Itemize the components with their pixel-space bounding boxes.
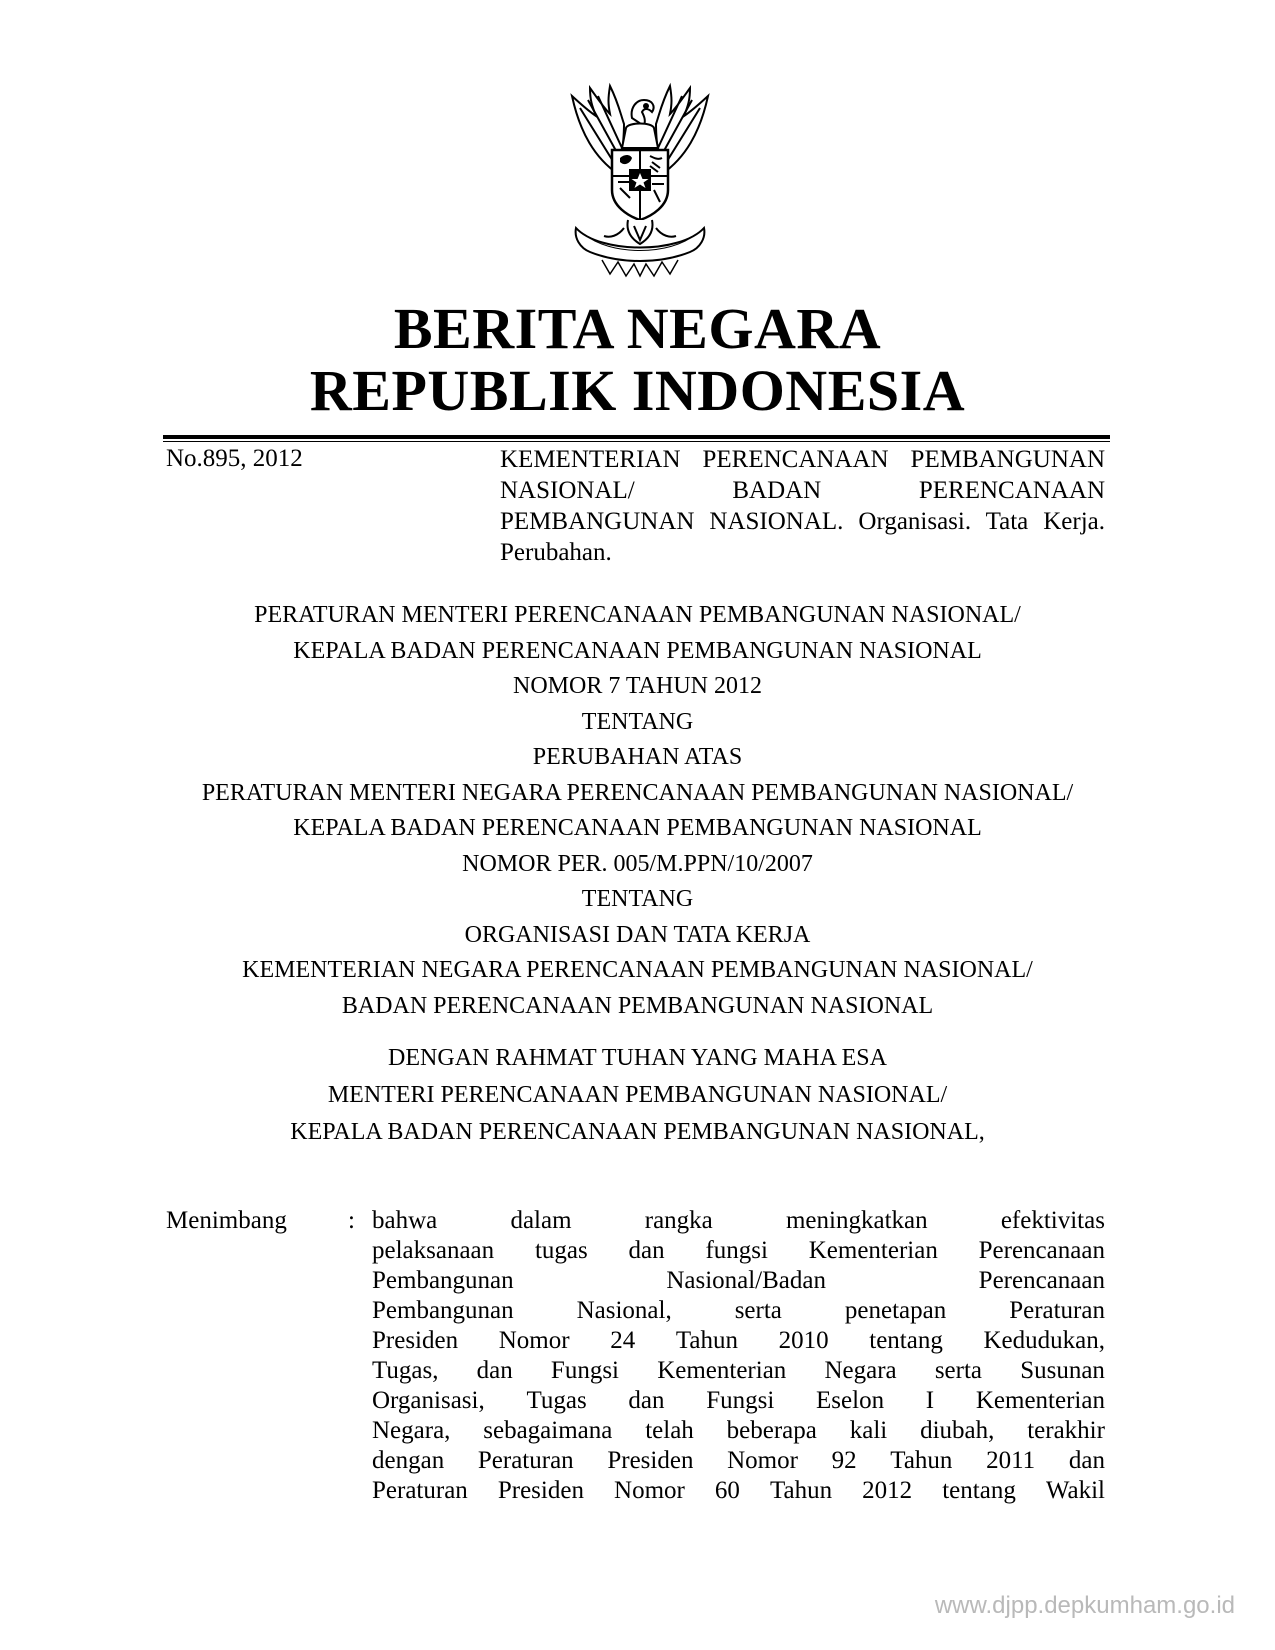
title-line: PERATURAN MENTERI NEGARA PERENCANAAN PEMBANGUNAN NASIONAL/ (201, 779, 1074, 806)
preamble-line: MENTERI PERENCANAAN PEMBANGUNAN NASIONAL/ (327, 1082, 948, 1108)
considering-line (372, 1476, 1105, 1506)
considering-word: Tahun (890, 1447, 953, 1474)
considering-word: Nomor (727, 1447, 798, 1474)
considering-word: Peraturan (372, 1477, 468, 1504)
considering-word: I (925, 1387, 935, 1414)
considering-word: dengan (372, 1447, 445, 1474)
garuda-emblem (540, 78, 740, 278)
considering-line (372, 1296, 1105, 1326)
considering-word: telah (645, 1417, 694, 1444)
considering-word: Peraturan (477, 1447, 574, 1474)
considering-word: 92 (831, 1447, 857, 1474)
considering-word: kali (849, 1417, 888, 1444)
considering-word: penetapan (844, 1297, 947, 1324)
considering-word: Tugas, (372, 1357, 439, 1384)
considering-line (372, 1386, 1105, 1416)
considering-word: Susunan (1020, 1357, 1105, 1384)
considering-word: serta (934, 1357, 983, 1384)
considering-word: pelaksanaan (372, 1237, 495, 1264)
considering-word: Eselon (816, 1387, 885, 1414)
title-line: PERUBAHAN ATAS (532, 744, 743, 770)
considering-word: Peraturan (1009, 1297, 1105, 1324)
considering-line (372, 1236, 1105, 1266)
title-line: ORGANISASI DAN TATA KERJA (464, 921, 811, 948)
considering-word: dan (476, 1357, 513, 1384)
title-line: PERATURAN MENTERI PERENCANAAN PEMBANGUNAN NASIONAL/ (254, 602, 1021, 628)
considering-line (372, 1356, 1105, 1386)
header-rule-thin (163, 441, 1110, 442)
considering-word: Pembangunan (372, 1297, 514, 1324)
considering-colon: : (348, 1207, 355, 1234)
document-summary: KEMENTERIAN PERENCANAAN PEMBANGUNAN NASIONAL/ BADAN PERENCANAAN PEMBANGUNAN NASIONAL. Organisasi. Tata Kerja. Perubahan. (500, 446, 1105, 566)
masthead (0, 298, 1275, 422)
considering-word: dan (628, 1237, 665, 1264)
considering-word: bahwa (372, 1207, 438, 1234)
considering-line (372, 1266, 1105, 1296)
considering-line (372, 1446, 1105, 1476)
considering-word: diubah, (920, 1417, 995, 1444)
considering-word: dan (1068, 1447, 1105, 1474)
title-line: TENTANG (581, 886, 694, 912)
considering-body (372, 1206, 1105, 1506)
considering-word: Nasional, (576, 1297, 672, 1324)
considering-word: Organisasi, (372, 1387, 485, 1414)
considering-label: Menimbang (166, 1207, 287, 1234)
considering-word: Tugas (526, 1387, 587, 1414)
considering-word: Perencanaan (978, 1237, 1105, 1264)
garuda-emblem-icon (540, 78, 740, 278)
title-line: NOMOR 7 TAHUN 2012 (513, 673, 762, 699)
header-rule-thick (163, 435, 1110, 439)
considering-word: rangka (644, 1207, 713, 1234)
considering-line (372, 1326, 1105, 1356)
considering-word: 2011 (986, 1447, 1036, 1474)
title-line: TENTANG (581, 708, 694, 735)
considering-word: Nasional/Badan (666, 1267, 826, 1294)
considering-word: Kedudukan, (983, 1327, 1105, 1354)
preamble-line: DENGAN RAHMAT TUHAN YANG MAHA ESA (388, 1045, 887, 1071)
considering-word: fungsi (705, 1237, 768, 1264)
considering-word: Tahun (675, 1327, 738, 1354)
considering-word: Negara, (372, 1417, 451, 1444)
title-line: BADAN PERENCANAAN PEMBANGUNAN NASIONAL (341, 992, 934, 1019)
considering-word: 60 (714, 1477, 740, 1504)
title-line: KEMENTERIAN NEGARA PERENCANAAN PEMBANGUNAN NASIONAL/ (242, 957, 1033, 983)
title-line: KEPALA BADAN PERENCANAAN PEMBANGUNAN NASIONAL (293, 637, 982, 664)
considering-word: Kementerian (657, 1357, 787, 1384)
considering-word: Perencanaan (978, 1267, 1105, 1294)
considering-word: Presiden (497, 1477, 584, 1504)
watermark-url: www.djpp.depkumham.go.id (934, 1592, 1235, 1619)
considering-word: Fungsi (550, 1357, 620, 1384)
considering-word: Nomor (498, 1327, 570, 1354)
preamble (0, 1040, 1275, 1151)
considering-word: 24 (610, 1327, 636, 1354)
considering-word: tentang (942, 1477, 1016, 1504)
considering-word: dalam (510, 1207, 572, 1234)
considering-word: Negara (824, 1357, 897, 1384)
document-number: No.895, 2012 (166, 445, 303, 472)
considering-word: terakhir (1027, 1417, 1105, 1444)
considering-word: Kementerian (975, 1387, 1105, 1414)
considering-word: Fungsi (706, 1387, 775, 1414)
masthead-title: BERITA NEGARA (393, 296, 882, 361)
considering-word: efektivitas (1000, 1207, 1105, 1234)
considering-word: Presiden (607, 1447, 694, 1474)
considering-word: 2010 (778, 1327, 829, 1354)
considering-line (372, 1206, 1105, 1236)
considering-word: Nomor (614, 1477, 685, 1504)
preamble-line: KEPALA BADAN PERENCANAAN PEMBANGUNAN NASIONAL, (290, 1119, 985, 1145)
considering-word: Tahun (769, 1477, 833, 1504)
considering-word: Pembangunan (372, 1267, 514, 1294)
masthead-subtitle: REPUBLIK INDONESIA (309, 358, 966, 423)
considering-word: Wakil (1045, 1477, 1105, 1504)
considering-word: tentang (869, 1327, 943, 1354)
considering-word: dan (628, 1387, 665, 1414)
considering-word: tugas (534, 1237, 588, 1264)
considering-word: sebagaimana (483, 1417, 613, 1444)
considering-line (372, 1416, 1105, 1446)
title-line: KEPALA BADAN PERENCANAAN PEMBANGUNAN NASIONAL (293, 815, 982, 841)
regulation-title (0, 598, 1275, 1024)
considering-word: serta (734, 1297, 782, 1324)
considering-word: beberapa (726, 1417, 817, 1444)
considering-word: meningkatkan (785, 1207, 928, 1234)
considering-word: Presiden (372, 1327, 459, 1354)
considering-word: Kementerian (808, 1237, 938, 1264)
considering-word: 2012 (862, 1477, 913, 1504)
title-line: NOMOR PER. 005/M.PPN/10/2007 (462, 850, 813, 877)
